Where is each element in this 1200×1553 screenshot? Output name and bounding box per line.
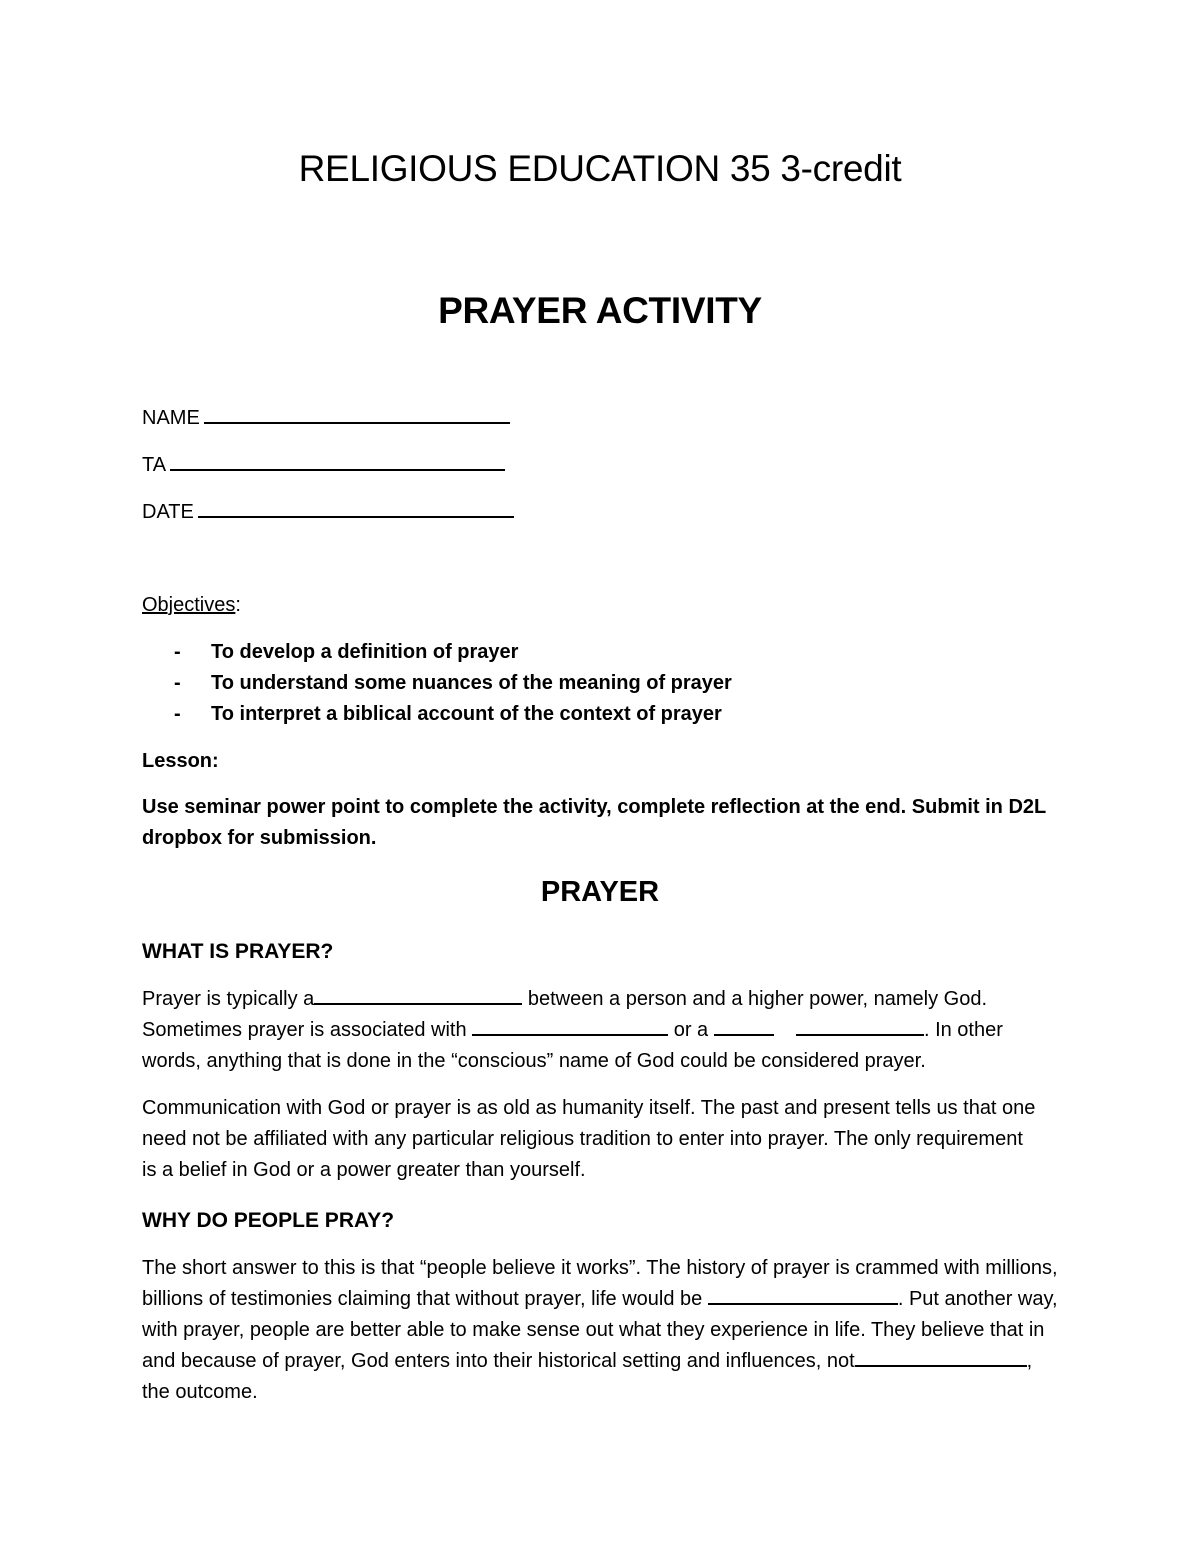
objective-item: To develop a definition of prayer — [211, 641, 519, 663]
why-p1-text-1: The short answer to this is that “people believe it works”. The history of prayer is crammed with millions, billions of testimonies claiming that without prayer, life would be — [142, 1257, 1058, 1310]
activity-title: PRAYER ACTIVITY — [438, 290, 762, 331]
blank-line[interactable] — [796, 1033, 924, 1036]
date-blank-line[interactable] — [198, 515, 514, 518]
lesson-text: Use seminar power point to complete the activity, complete reflection at the end. Submit in D2L dropbox for submission. — [142, 796, 1046, 849]
section-title: PRAYER — [540, 876, 660, 908]
why-p1-text-3: , the outcome. — [142, 1350, 1033, 1403]
why-paragraph-1 — [142, 1253, 1062, 1408]
lesson-label: Lesson: — [142, 750, 219, 772]
ta-field — [142, 454, 505, 477]
what-paragraph-2: Communication with God or prayer is as old as humanity itself. The past and present tells us that one need not be affiliated with any particular religious tradition to enter into prayer. The only requirement is a belief in God or a power greater than yourself. — [142, 1097, 1036, 1181]
objectives-colon: : — [235, 594, 241, 616]
date-field — [142, 501, 514, 524]
date-label: DATE — [142, 501, 194, 523]
blank-line[interactable] — [708, 1302, 898, 1305]
objectives-label: Objectives — [142, 594, 236, 616]
name-label: NAME — [142, 407, 200, 429]
what-p1-text-1: Prayer is typically a — [142, 988, 315, 1010]
ta-label: TA — [142, 454, 167, 476]
bullet-dash: - — [174, 641, 181, 663]
course-title: RELIGIOUS EDUCATION 35 3-credit — [298, 148, 902, 189]
name-blank-line[interactable] — [204, 421, 510, 424]
blank-line[interactable] — [314, 1002, 522, 1005]
objective-item: To interpret a biblical account of the context of prayer — [211, 703, 722, 725]
what-is-prayer-heading: WHAT IS PRAYER? — [142, 940, 334, 963]
bullet-dash: - — [174, 703, 181, 725]
why-p1-text-2: . Put another way, with prayer, people are better able to make sense out what they experience in life. They believe that in and because of prayer, God enters into their historical setting and influences, not — [142, 1288, 1058, 1372]
what-p1-text-2: between a person and a higher power, namely God. Sometimes prayer is associated with — [142, 988, 988, 1041]
what-p1-text-3: or a — [668, 1019, 714, 1041]
blank-line[interactable] — [714, 1033, 774, 1036]
blank-line[interactable] — [472, 1033, 668, 1036]
objective-item: To understand some nuances of the meaning of prayer — [211, 672, 732, 694]
name-field — [142, 407, 510, 430]
why-do-people-pray-heading: WHY DO PEOPLE PRAY? — [142, 1209, 395, 1232]
what-paragraph-1 — [142, 984, 1062, 1077]
objectives-heading — [142, 594, 241, 617]
blank-line[interactable] — [855, 1364, 1027, 1367]
ta-blank-line[interactable] — [170, 468, 505, 471]
bullet-dash: - — [174, 672, 181, 694]
what-p1-text-4: . In other words, anything that is done in the “conscious” name of God could be considered prayer. — [142, 1019, 1003, 1072]
